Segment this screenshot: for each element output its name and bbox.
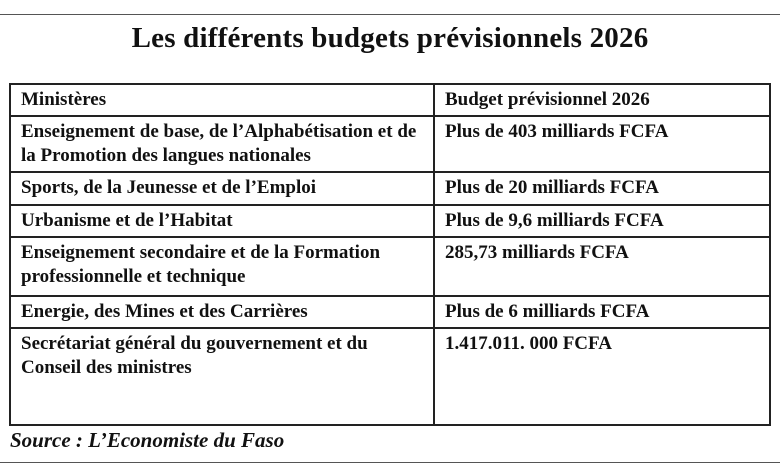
table-row: [10, 328, 770, 425]
table-row: [10, 116, 770, 172]
budget-cell: Plus de 9,6 milliards FCFA: [434, 205, 770, 237]
top-divider: [0, 14, 780, 15]
ministry-cell: Urbanisme et de l’Habitat: [10, 205, 434, 237]
table-header-row: [10, 84, 770, 116]
budget-cell: Plus de 403 milliards FCFA: [434, 116, 770, 172]
header-budget: Budget prévisionnel 2026: [434, 84, 770, 116]
budget-cell: Plus de 6 milliards FCFA: [434, 296, 770, 328]
header-ministries: Ministères: [10, 84, 434, 116]
ministry-cell: Secrétariat général du gouvernement et du Conseil des ministres: [10, 328, 434, 425]
source-caption: Source : L’Economiste du Faso: [10, 428, 285, 452]
budget-table: [9, 83, 771, 426]
budget-cell: 285,73 milliards FCFA: [434, 237, 770, 296]
ministry-cell: Energie, des Mines et des Carrières: [10, 296, 434, 328]
page-title: Les différents budgets prévisionnels 2026: [131, 22, 649, 54]
table-row: [10, 237, 770, 296]
table-row: [10, 205, 770, 237]
budget-cell: 1.417.011. 000 FCFA: [434, 328, 770, 425]
bottom-divider: [0, 462, 780, 463]
budget-cell: Plus de 20 milliards FCFA: [434, 172, 770, 205]
table-row: [10, 296, 770, 328]
ministry-cell: Sports, de la Jeunesse et de l’Emploi: [10, 172, 434, 205]
ministry-cell: Enseignement secondaire et de la Formation professionnelle et technique: [10, 237, 434, 296]
ministry-cell: Enseignement de base, de l’Alphabétisation et de la Promotion des langues nationales: [10, 116, 434, 172]
table-row: [10, 172, 770, 205]
